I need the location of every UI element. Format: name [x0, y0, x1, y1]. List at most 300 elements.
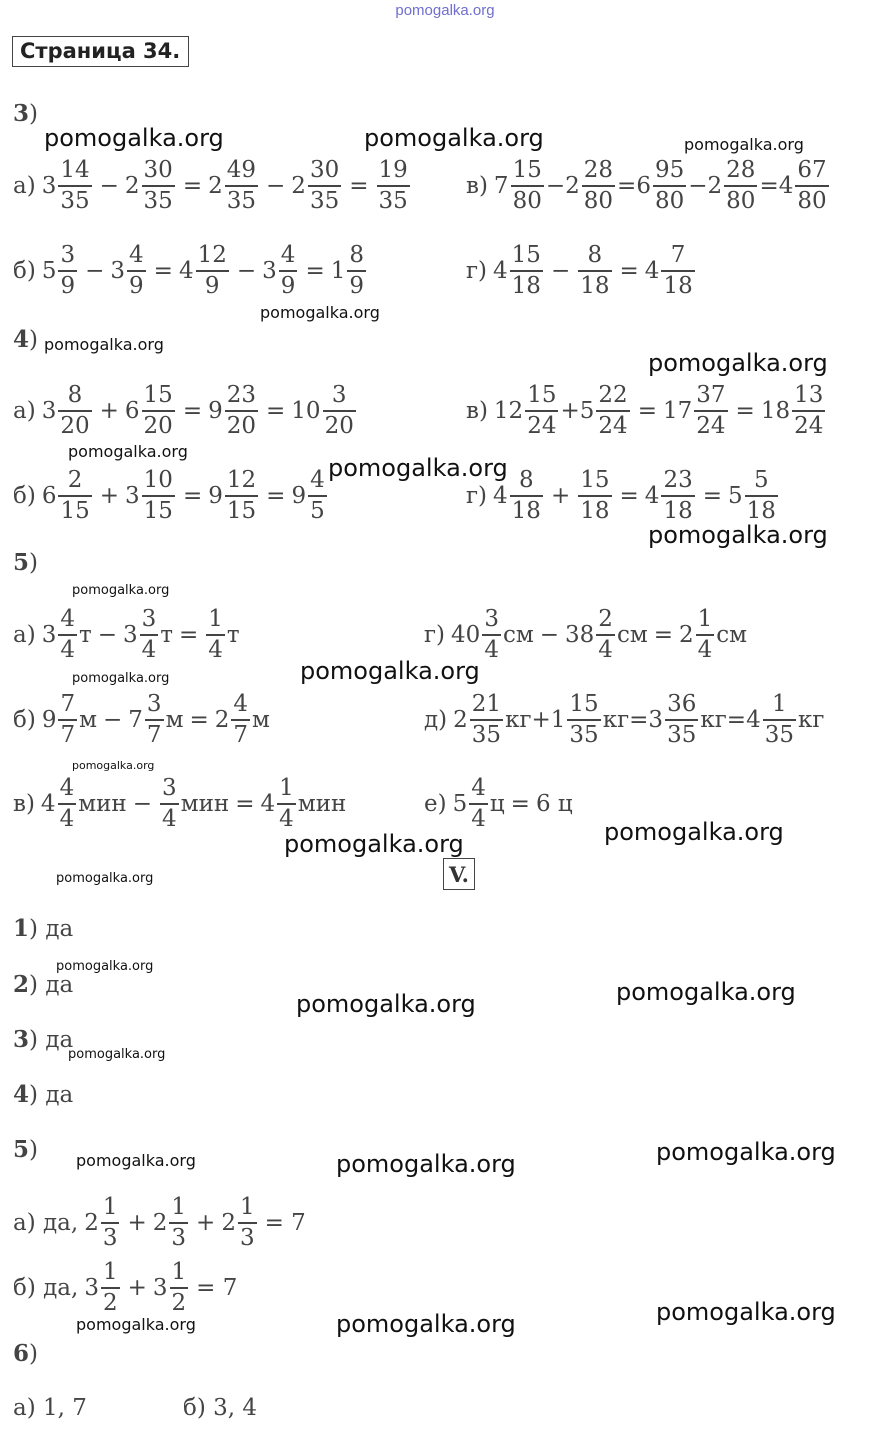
denominator: 7	[231, 719, 250, 747]
numerator: 8	[349, 242, 364, 268]
fraction	[225, 469, 258, 523]
numerator: 49	[226, 157, 257, 183]
numerator: 1	[208, 606, 223, 632]
denominator: 15	[58, 495, 91, 523]
fraction	[582, 159, 615, 213]
unit: мин	[180, 791, 230, 817]
item-label: д)	[424, 707, 448, 733]
question-number: 1	[13, 915, 30, 942]
whole-part: 2	[152, 1210, 168, 1236]
watermark-text: pomogalka.org	[336, 1310, 516, 1338]
fraction	[142, 159, 175, 213]
item-label: а)	[13, 173, 36, 199]
answer-5b	[13, 1251, 237, 1325]
denominator: 20	[142, 410, 175, 438]
numerator: 13	[794, 382, 824, 408]
operator: −	[103, 707, 123, 733]
equals: =	[759, 173, 779, 199]
whole-part: 5	[728, 483, 743, 509]
watermark-text: pomogalka.org	[656, 1298, 836, 1326]
fraction	[596, 608, 615, 662]
unit: см	[502, 622, 534, 648]
unit: т	[78, 622, 92, 648]
denominator: 3	[169, 1222, 188, 1250]
part-v-heading: V.	[443, 858, 475, 890]
page-title: Страница 34.	[12, 36, 189, 67]
unit: мин	[78, 791, 127, 817]
result: 6 ц	[535, 791, 573, 817]
fraction	[795, 159, 828, 213]
fraction	[142, 384, 175, 438]
numerator: 1	[279, 775, 294, 801]
numerator: 4	[129, 242, 144, 268]
denominator: 2	[101, 1287, 120, 1315]
equals: =	[182, 483, 203, 509]
answer-6b: б) 3, 4	[183, 1395, 258, 1421]
answer-3: 3) да	[13, 1026, 74, 1053]
operator: +	[550, 483, 571, 509]
numerator: 15	[569, 691, 599, 717]
denominator: 24	[596, 410, 629, 438]
numerator: 23	[663, 467, 693, 493]
operator: +	[196, 1210, 216, 1236]
numerator: 1	[171, 1259, 187, 1285]
item-label: в)	[13, 791, 35, 817]
watermark-text: pomogalka.org	[76, 1315, 196, 1334]
numerator: 30	[143, 157, 173, 183]
denominator: 4	[58, 803, 77, 831]
numerator: 28	[726, 157, 756, 183]
denominator: 4	[58, 634, 77, 662]
denominator: 9	[196, 270, 229, 298]
fraction	[470, 693, 503, 747]
fraction	[567, 693, 600, 747]
watermark-text: pomogalka.org	[656, 1138, 836, 1166]
equation-3a	[13, 149, 412, 223]
fraction	[238, 1196, 257, 1250]
numerator: 2	[67, 467, 83, 493]
numerator: 15	[580, 467, 610, 493]
operator: −	[99, 173, 119, 199]
fraction	[510, 244, 543, 298]
watermark-text: pomogalka.org	[72, 583, 170, 598]
numerator: 95	[654, 157, 685, 183]
numerator: 1	[772, 691, 787, 717]
whole-part: 3	[110, 258, 126, 284]
fraction	[277, 777, 296, 831]
whole-part: 9	[208, 398, 223, 424]
whole-part: 3	[41, 398, 57, 424]
fraction	[308, 469, 327, 523]
whole-part: 40	[451, 622, 481, 648]
denominator: 18	[578, 495, 611, 523]
numerator: 12	[197, 242, 227, 268]
watermark-text: pomogalka.org	[364, 124, 544, 152]
numerator: 2	[598, 606, 613, 632]
equation-3g	[466, 234, 697, 308]
whole-part: 18	[760, 398, 791, 424]
whole-part: 4	[746, 707, 761, 733]
whole-part: 3	[41, 173, 57, 199]
fraction	[763, 693, 796, 747]
whole-part: 2	[221, 1210, 236, 1236]
section-number: 3	[13, 100, 30, 127]
numerator: 3	[60, 242, 76, 268]
unit: т	[160, 622, 173, 648]
denominator: 3	[101, 1222, 120, 1250]
denominator: 4	[206, 634, 225, 662]
fraction	[482, 608, 501, 662]
question-number: 5	[13, 1136, 30, 1163]
denominator: 20	[323, 410, 356, 438]
answer-5a	[13, 1186, 306, 1260]
equals: =	[735, 398, 755, 424]
fraction	[58, 384, 91, 438]
fraction	[661, 469, 694, 523]
denominator: 20	[58, 410, 91, 438]
operator: +	[99, 398, 119, 424]
denominator: 35	[225, 185, 258, 213]
result: = 7	[196, 1275, 238, 1301]
whole-part: 10	[291, 398, 321, 424]
fraction	[58, 777, 77, 831]
whole-part: 1	[330, 258, 346, 284]
operator: −	[266, 173, 286, 199]
numerator: 5	[753, 467, 769, 493]
watermark-text: pomogalka.org	[76, 1151, 196, 1170]
whole-part: 2	[84, 1210, 99, 1236]
numerator: 3	[484, 606, 499, 632]
numerator: 8	[67, 382, 83, 408]
fraction	[511, 159, 544, 213]
fraction	[225, 159, 258, 213]
equation-4b	[13, 459, 329, 533]
denominator: 7	[58, 719, 77, 747]
denominator: 18	[578, 270, 611, 298]
watermark-text: pomogalka.org	[300, 657, 480, 685]
whole-part: 38	[565, 622, 595, 648]
operator: −	[688, 173, 708, 199]
numerator: 12	[226, 467, 257, 493]
answer-text: да	[45, 1082, 74, 1108]
item-label: а) да,	[13, 1210, 79, 1236]
equation-5d	[424, 683, 824, 757]
denominator: 4	[160, 803, 179, 831]
whole-part: 4	[260, 791, 276, 817]
fraction	[347, 244, 366, 298]
operator: −	[97, 622, 117, 648]
numerator: 7	[60, 691, 76, 717]
answer-6a: а) 1, 7	[13, 1395, 87, 1421]
fraction	[127, 244, 146, 298]
unit: м	[252, 707, 270, 733]
item-label: а)	[13, 622, 36, 648]
denominator: 18	[745, 495, 778, 523]
watermark-text: pomogalka.org	[604, 818, 784, 846]
fraction	[196, 244, 229, 298]
numerator: 4	[233, 691, 249, 717]
denominator: 4	[696, 634, 715, 662]
denominator: 4	[277, 803, 296, 831]
operator: +	[127, 1275, 147, 1301]
equals: =	[726, 707, 747, 733]
answer-2: 2) да	[13, 971, 74, 998]
operator: −	[545, 173, 566, 199]
equals: =	[189, 707, 209, 733]
denominator: 7	[145, 719, 164, 747]
numerator: 19	[378, 157, 408, 183]
denominator: 4	[469, 803, 488, 831]
whole-part: 4	[644, 258, 660, 284]
unit: кг	[505, 707, 532, 733]
equals: =	[637, 398, 657, 424]
equals: =	[629, 707, 649, 733]
fraction	[140, 608, 159, 662]
answer-text: да	[45, 972, 74, 998]
denominator: 35	[763, 719, 796, 747]
equals: =	[266, 398, 286, 424]
watermark-text: pomogalka.org	[296, 990, 476, 1018]
fraction	[665, 693, 698, 747]
fraction	[596, 384, 629, 438]
item-label: в)	[466, 173, 488, 199]
fraction	[231, 693, 250, 747]
whole-part: 3	[152, 1275, 168, 1301]
numerator: 36	[667, 691, 697, 717]
numerator: 4	[310, 467, 325, 493]
denominator: 24	[525, 410, 558, 438]
fraction	[169, 1196, 188, 1250]
denominator: 9	[347, 270, 366, 298]
equals: =	[182, 173, 203, 199]
fraction	[145, 693, 164, 747]
numerator: 3	[146, 691, 162, 717]
unit: см	[716, 622, 748, 648]
whole-part: 2	[124, 173, 140, 199]
watermark-text: pomogalka.org	[684, 135, 804, 154]
denominator: 35	[665, 719, 698, 747]
question-number: 4	[13, 1081, 30, 1108]
numerator: 4	[60, 606, 75, 632]
operator: +	[127, 1210, 147, 1236]
fraction	[694, 384, 727, 438]
numerator: 4	[59, 775, 75, 801]
whole-part: 2	[565, 173, 580, 199]
numerator: 23	[226, 382, 257, 408]
watermark-text: pomogalka.org	[336, 1150, 516, 1178]
section-number: 5	[13, 549, 30, 576]
equals: =	[305, 258, 325, 284]
watermark-text: pomogalka.org	[56, 959, 154, 974]
item-label: г)	[466, 483, 488, 509]
top-watermark: pomogalka.org	[395, 2, 495, 19]
equals: =	[153, 258, 173, 284]
denominator: 9	[127, 270, 146, 298]
question-number: 2	[13, 971, 30, 998]
denominator: 18	[510, 270, 543, 298]
watermark-text: pomogalka.org	[56, 871, 154, 886]
equals: =	[619, 483, 639, 509]
section-number: 4	[13, 326, 30, 353]
equals: =	[235, 791, 255, 817]
unit: кг	[700, 707, 727, 733]
numerator: 1	[239, 1194, 255, 1220]
item-label: в)	[466, 398, 488, 424]
equals: =	[266, 483, 286, 509]
numerator: 1	[102, 1194, 118, 1220]
whole-part: 4	[493, 483, 508, 509]
unit: см	[616, 622, 648, 648]
fraction	[525, 384, 558, 438]
equation-3b	[13, 234, 368, 308]
answer-text: да	[45, 916, 74, 942]
whole-part: 1	[550, 707, 566, 733]
equals: =	[653, 622, 673, 648]
numerator: 22	[598, 382, 628, 408]
equation-4a	[13, 374, 358, 448]
denominator: 18	[510, 495, 543, 523]
item-label: б)	[13, 483, 36, 509]
item-label: б) да,	[13, 1275, 79, 1301]
numerator: 15	[511, 242, 541, 268]
denominator: 35	[470, 719, 503, 747]
numerator: 7	[670, 242, 686, 268]
unit: т	[226, 622, 240, 648]
denominator: 18	[661, 270, 694, 298]
numerator: 4	[471, 775, 486, 801]
unit: кг	[602, 707, 630, 733]
operator: −	[132, 791, 153, 817]
unit: м	[79, 707, 97, 733]
watermark-text: pomogalka.org	[648, 349, 828, 377]
fraction	[101, 1261, 120, 1315]
numerator: 1	[697, 606, 713, 632]
operator: +	[99, 483, 120, 509]
numerator: 3	[141, 606, 157, 632]
fraction	[578, 244, 611, 298]
numerator: 1	[102, 1259, 118, 1285]
watermark-text: pomogalka.org	[68, 1047, 166, 1062]
fraction	[206, 608, 225, 662]
whole-part: 7	[128, 707, 143, 733]
numerator: 28	[583, 157, 614, 183]
equals: =	[619, 258, 639, 284]
answer-6-heading: 6)	[13, 1340, 38, 1367]
fraction	[160, 777, 179, 831]
whole-part: 2	[679, 622, 694, 648]
whole-part: 2	[208, 173, 223, 199]
whole-part: 12	[493, 398, 524, 424]
fraction	[308, 159, 341, 213]
whole-part: 4	[778, 173, 794, 199]
fraction	[58, 244, 77, 298]
section-5-heading: 5)	[13, 549, 38, 576]
fraction	[724, 159, 757, 213]
fraction	[58, 159, 91, 213]
fraction	[323, 384, 356, 438]
denominator: 35	[308, 185, 341, 213]
denominator: 2	[170, 1287, 189, 1315]
numerator: 10	[143, 467, 173, 493]
answer-1: 1) да	[13, 915, 74, 942]
denominator: 35	[142, 185, 175, 213]
whole-part: 9	[291, 483, 307, 509]
unit: ц	[489, 791, 505, 817]
numerator: 1	[171, 1194, 187, 1220]
watermark-text: pomogalka.org	[260, 303, 380, 322]
numerator: 15	[527, 382, 557, 408]
equals: =	[179, 622, 199, 648]
denominator: 80	[653, 185, 686, 213]
fraction	[469, 777, 488, 831]
whole-part: 6	[636, 173, 651, 199]
fraction	[696, 608, 715, 662]
numerator: 3	[331, 382, 347, 408]
fraction	[58, 469, 91, 523]
numerator: 8	[587, 242, 603, 268]
question-number: 3	[13, 1026, 30, 1053]
whole-part: 2	[291, 173, 306, 199]
item-label: г)	[424, 622, 446, 648]
item-label: а)	[13, 398, 36, 424]
denominator: 4	[596, 634, 615, 662]
fraction	[510, 469, 543, 523]
numerator: 8	[518, 467, 534, 493]
watermark-text: pomogalka.org	[72, 671, 170, 686]
whole-part: 3	[84, 1275, 99, 1301]
denominator: 80	[511, 185, 544, 213]
fraction	[142, 469, 175, 523]
denominator: 24	[792, 410, 825, 438]
watermark-text: pomogalka.org	[284, 830, 464, 858]
equals: =	[349, 173, 369, 199]
whole-part: 4	[178, 258, 194, 284]
numerator: 21	[471, 691, 502, 717]
unit: м	[165, 707, 184, 733]
watermark-text: pomogalka.org	[68, 442, 188, 461]
whole-part: 3	[125, 483, 140, 509]
equals: =	[510, 791, 530, 817]
whole-part: 3	[648, 707, 664, 733]
denominator: 80	[795, 185, 828, 213]
denominator: 80	[582, 185, 615, 213]
fraction	[653, 159, 686, 213]
numerator: 4	[280, 242, 296, 268]
watermark-text: pomogalka.org	[44, 124, 224, 152]
watermark-text: pomogalka.org	[72, 759, 155, 772]
equation-5b	[13, 683, 270, 757]
result: = 7	[264, 1210, 306, 1236]
answer-4: 4) да	[13, 1081, 74, 1108]
denominator: 3	[238, 1222, 257, 1250]
whole-part: 17	[662, 398, 693, 424]
denominator: 5	[308, 495, 327, 523]
equation-5a	[13, 598, 240, 672]
denominator: 18	[661, 495, 694, 523]
whole-part: 2	[214, 707, 230, 733]
whole-part: 4	[40, 791, 56, 817]
equals: =	[617, 173, 637, 199]
section-4-heading: 4)	[13, 326, 38, 353]
unit: мин	[297, 791, 347, 817]
operator: +	[560, 398, 580, 424]
denominator: 20	[225, 410, 258, 438]
equation-3v	[466, 149, 831, 223]
whole-part: 6	[41, 483, 57, 509]
item-label: б)	[13, 707, 36, 733]
whole-part: 4	[493, 258, 508, 284]
fraction	[578, 469, 611, 523]
